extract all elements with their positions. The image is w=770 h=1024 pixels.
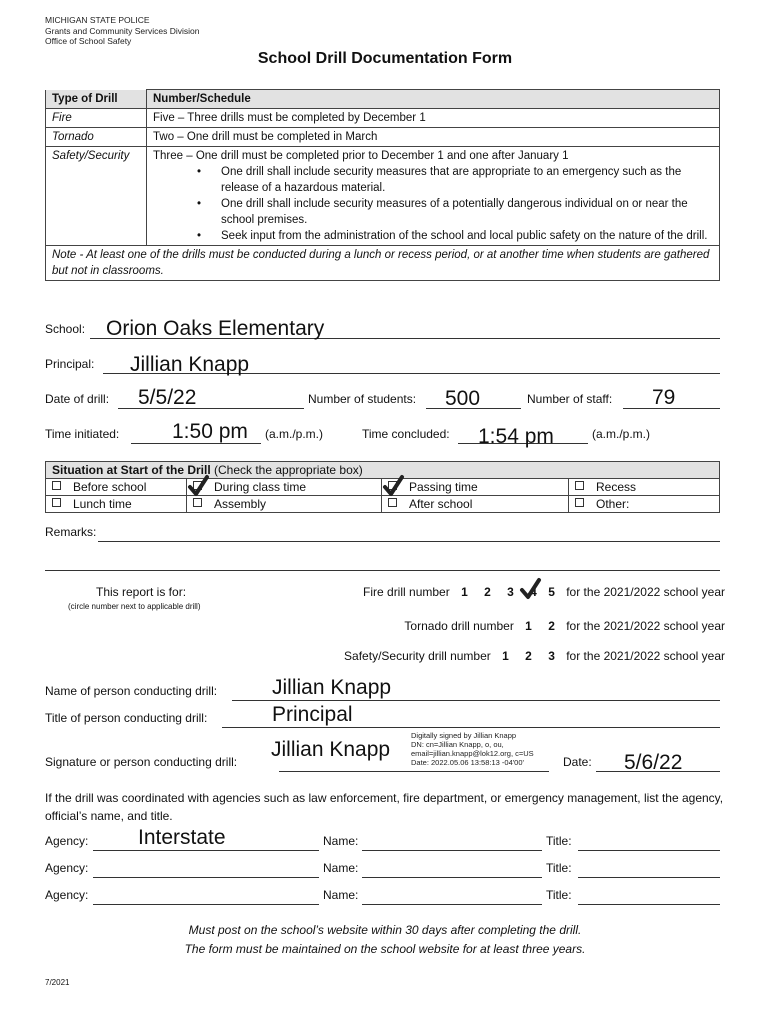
digital-sig-line: email=jillian.knapp@lok12.org, c=US — [411, 749, 534, 758]
option-lunch[interactable] — [46, 496, 187, 513]
bullet-item: • Seek input from the administration of the school and local public safety on the nature of the drill. — [197, 228, 713, 244]
agency-name-field-1[interactable] — [362, 834, 542, 851]
agency-title-label-3: Title: — [546, 888, 572, 902]
agency-header — [45, 15, 199, 47]
fire-num-4[interactable]: 4 — [530, 585, 537, 599]
digital-sig-line: Digitally signed by Jillian Knapp — [411, 731, 517, 740]
fire-num-1[interactable]: 1 — [461, 585, 468, 599]
option-passing-time[interactable] — [382, 479, 569, 496]
conductor-name-label: Name of person conducting drill: — [45, 684, 218, 698]
col-header-schedule: Number/Schedule — [147, 90, 720, 109]
agency-name-label-1: Name: — [323, 834, 359, 848]
situation-heading-rest: (Check the appropriate box) — [210, 463, 363, 477]
drill-note: Note - At least one of the drills must be conducted during a lunch or recess period, or at another time when students are gathered but not in classrooms. — [46, 246, 720, 281]
checkbox-icon[interactable] — [575, 481, 584, 490]
header-line-3: Office of School Safety — [45, 36, 132, 46]
students-label: Number of students: — [308, 392, 417, 406]
agency-field-3[interactable] — [93, 888, 319, 905]
safety-drill-label: Safety/Security drill number — [344, 649, 491, 663]
safety-drill-row — [344, 649, 725, 663]
option-label: After school — [409, 497, 473, 511]
remarks-field[interactable] — [98, 525, 720, 542]
header-line-1: MICHIGAN STATE POLICE — [45, 15, 150, 25]
students-value: 500 — [445, 387, 481, 410]
agency-name-label-2: Name: — [323, 861, 359, 875]
date-label: Date of drill: — [45, 392, 110, 406]
bullet-item: • One drill shall include security measures of a potentially dangerous individual on or near the school premises. — [197, 196, 713, 228]
staff-label: Number of staff: — [527, 392, 613, 406]
tornado-drill-label: Tornado drill number — [404, 619, 514, 633]
agency-title-field-3[interactable] — [578, 888, 720, 905]
fire-drill-label: Fire drill number — [363, 585, 450, 599]
agency-label-3: Agency: — [45, 888, 89, 902]
option-after-school[interactable] — [382, 496, 569, 513]
option-label: Lunch time — [73, 497, 132, 511]
date-value: 5/5/22 — [138, 386, 197, 409]
fire-num-3[interactable]: 3 — [507, 585, 514, 599]
option-label: Before school — [73, 480, 147, 494]
time-concluded-value: 1:54 pm — [478, 425, 554, 448]
school-label: School: — [45, 322, 86, 336]
tornado-drill-row — [404, 619, 725, 633]
tornado-num-2[interactable]: 2 — [548, 619, 555, 633]
checkbox-icon[interactable] — [52, 498, 61, 507]
digital-signature-block — [411, 731, 534, 767]
digital-sig-line: DN: cn=Jillian Knapp, o, ou, — [411, 740, 504, 749]
fire-year-text: for the 2021/2022 school year — [566, 585, 725, 599]
principal-label: Principal: — [45, 357, 95, 371]
safety-num-3[interactable]: 3 — [548, 649, 555, 663]
drill-schedule-fire: Five – Three drills must be completed by December 1 — [147, 109, 720, 128]
report-for-label: This report is for: — [96, 585, 187, 599]
safety-num-1[interactable]: 1 — [502, 649, 509, 663]
fire-num-5[interactable]: 5 — [548, 585, 555, 599]
option-label: Other: — [596, 497, 630, 511]
form-title: School Drill Documentation Form — [257, 50, 513, 67]
agency-name-label-3: Name: — [323, 888, 359, 902]
signature-value: Jillian Knapp — [271, 738, 391, 761]
circle-instruction: (circle number next to applicable drill) — [68, 602, 201, 611]
safety-year-text: for the 2021/2022 school year — [566, 649, 725, 663]
time-initiated-value: 1:50 pm — [172, 420, 248, 443]
time-initiated-label: Time initiated: — [45, 427, 120, 441]
check-mark-icon — [381, 474, 405, 498]
staff-value: 79 — [652, 386, 676, 409]
option-label: During class time — [214, 480, 307, 494]
checkbox-icon[interactable] — [193, 498, 202, 507]
header-line-2: Grants and Community Services Division — [45, 25, 200, 36]
sign-date-value: 5/6/22 — [624, 751, 683, 774]
footer-line-2: The form must be maintained on the school website for at least three years. — [184, 942, 586, 956]
form-version: 7/2021 — [45, 978, 70, 987]
time-initiated-ampm: (a.m./p.m.) — [265, 427, 324, 441]
safety-bullets — [153, 164, 713, 244]
safety-schedule-text: Three – One drill must be completed prior to December 1 and one after January 1 — [153, 150, 569, 162]
remarks-field-line-2[interactable] — [45, 554, 720, 571]
agency-value-1: Interstate — [138, 826, 226, 849]
option-recess[interactable] — [569, 479, 720, 496]
agency-title-field-1[interactable] — [578, 834, 720, 851]
col-header-type: Type of Drill — [46, 90, 147, 109]
agency-title-label-2: Title: — [546, 861, 572, 875]
option-assembly[interactable] — [187, 496, 382, 513]
conductor-name-value: Jillian Knapp — [272, 676, 392, 699]
checkbox-icon[interactable] — [388, 498, 397, 507]
fire-num-2[interactable]: 2 — [484, 585, 491, 599]
agency-label-2: Agency: — [45, 861, 89, 875]
agency-label-1: Agency: — [45, 834, 89, 848]
fire-drill-row — [363, 585, 725, 599]
school-value: Orion Oaks Elementary — [106, 317, 325, 340]
digital-sig-line: Date: 2022.05.06 13:58:13 -04'00' — [411, 758, 524, 767]
agency-name-field-3[interactable] — [362, 888, 542, 905]
option-label: Assembly — [214, 497, 267, 511]
option-label: Passing time — [409, 480, 478, 494]
tornado-year-text: for the 2021/2022 school year — [566, 619, 725, 633]
option-before-school[interactable] — [46, 479, 187, 496]
drill-schedule-tornado: Two – One drill must be completed in March — [147, 128, 720, 147]
check-mark-icon — [518, 577, 542, 601]
drill-type-tornado: Tornado — [46, 128, 147, 147]
safety-num-2[interactable]: 2 — [525, 649, 532, 663]
conductor-title-label: Title of person conducting drill: — [45, 711, 208, 725]
principal-value: Jillian Knapp — [130, 353, 250, 376]
drill-schedule-safety — [147, 147, 720, 246]
signature-label: Signature or person conducting drill: — [45, 755, 238, 769]
posting-requirements — [0, 921, 770, 959]
agency-title-label-1: Title: — [546, 834, 572, 848]
drill-type-fire: Fire — [46, 109, 147, 128]
option-label: Recess — [596, 480, 637, 494]
option-during-class[interactable] — [187, 479, 382, 496]
option-other[interactable] — [569, 496, 720, 513]
checkbox-icon[interactable] — [575, 498, 584, 507]
agency-instructions: If the drill was coordinated with agencies such as law enforcement, fire department, or emergency management, list the agency, official’s name, and title. — [45, 791, 724, 823]
footer-line-1: Must post on the school’s website within 30 days after completing the drill. — [188, 923, 582, 937]
agency-name-field-2[interactable] — [362, 861, 542, 878]
time-concluded-label: Time concluded: — [362, 427, 450, 441]
situation-heading-bold: Situation at Start of the Drill — [52, 463, 211, 477]
time-concluded-ampm: (a.m./p.m.) — [592, 427, 651, 441]
conductor-title-value: Principal — [272, 703, 353, 726]
remarks-label: Remarks: — [45, 525, 97, 539]
drill-type-safety: Safety/Security — [46, 147, 147, 246]
agency-field-2[interactable] — [93, 861, 319, 878]
bullet-item: • One drill shall include security measures that are appropriate to an emergency such as the release of a hazardous material. — [197, 164, 713, 196]
drill-schedule-table — [45, 89, 720, 281]
agency-title-field-2[interactable] — [578, 861, 720, 878]
sign-date-label: Date: — [563, 755, 592, 769]
tornado-num-1[interactable]: 1 — [525, 619, 532, 633]
checkbox-icon[interactable] — [52, 481, 61, 490]
check-mark-icon — [186, 474, 210, 498]
